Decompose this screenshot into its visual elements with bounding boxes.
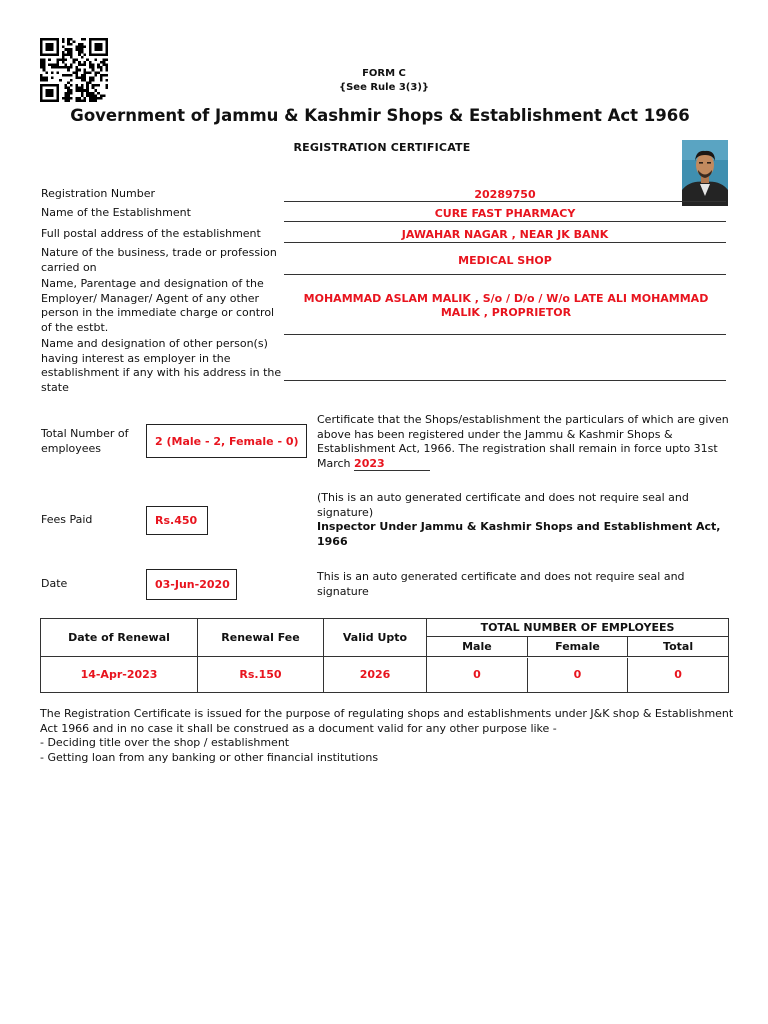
fees-label: Fees Paid [41, 513, 93, 526]
footer-notes [40, 707, 740, 765]
fees-value: Rs.450 [146, 506, 208, 535]
male-count: 0 [427, 658, 527, 692]
divider [284, 221, 726, 222]
divider [284, 274, 726, 275]
employer-label: Name, Parentage and designation of the Employer/ Manager/ Agent of any other person in the immediate charge or control of the estbt. [41, 277, 275, 334]
establishment-name-value: CURE FAST PHARMACY [434, 207, 576, 220]
certificate-text: Certificate that the Shops/establishment the particulars of which are given above has been registered under the Jammu & Kashmir Shops & Establishment Act, 1966. The registration shall remain in force upto 31st March [317, 413, 729, 470]
footer-item-title: - Deciding title over the shop / establishment [40, 736, 290, 750]
footer-paragraph: The Registration Certificate is issued for the purpose of regulating shops and establishments under J&K shop & Establishment Act 1966 and in no case it shall be construed as a document valid for any other purpose like - [40, 707, 734, 735]
certificate-title: REGISTRATION CERTIFICATE [293, 141, 471, 154]
total-employees-header: TOTAL NUMBER OF EMPLOYEES [427, 620, 728, 637]
rule-reference: {See Rule 3(3)} [338, 82, 430, 93]
certificate-expiry-year: 2023 [354, 457, 430, 471]
establishment-name-label: Name of the Establishment [41, 206, 191, 219]
registration-number-label: Registration Number [41, 187, 156, 200]
female-count: 0 [527, 658, 627, 692]
divider [284, 380, 726, 381]
address-value: JAWAHAR NAGAR , NEAR JK BANK [401, 228, 609, 241]
inspector-designation: Inspector Under Jammu & Kashmir Shops and Establishment Act, 1966 [317, 520, 721, 548]
divider [284, 334, 726, 335]
renewal-fee-cell: Rs.150 [198, 657, 324, 693]
divider [284, 201, 726, 202]
renewal-date-cell: 14-Apr-2023 [41, 657, 198, 693]
auto-generated-note-2: This is an auto generated certificate and does not require seal and signature [317, 570, 685, 598]
date-label: Date [41, 577, 68, 590]
auto-generated-note: (This is an auto generated certificate and does not require seal and signature) [317, 491, 689, 519]
employees-header-group [427, 619, 729, 657]
certificate-statement [317, 413, 729, 471]
employer-value: MOHAMMAD ASLAM MALIK , S/o / D/o / W/o LATE ALI MOHAMMAD MALIK , PROPRIETOR [303, 292, 709, 319]
table-row [41, 657, 729, 693]
date-value: 03-Jun-2020 [146, 569, 237, 600]
page-title: Government of Jammu & Kashmir Shops & Establishment Act 1966 [70, 106, 690, 125]
form-label: FORM C [362, 68, 406, 79]
renewal-fee-header: Renewal Fee [198, 619, 324, 657]
female-header: Female [527, 637, 627, 656]
total-header: Total [663, 639, 694, 653]
employee-counts-cell [427, 657, 729, 693]
nature-label: Nature of the business, trade or profession carried on [41, 246, 277, 274]
table-header-row [41, 619, 729, 657]
other-persons-label: Name and designation of other person(s) having interest as employer in the establishment if any with his address in the state [41, 337, 282, 394]
address-label: Full postal address of the establishment [41, 227, 261, 240]
footer-item-loan: - Getting loan from any banking or other financial institutions [40, 750, 379, 764]
renewal-table [40, 618, 729, 693]
valid-upto-cell: 2026 [324, 657, 427, 693]
male-header: Male [427, 637, 527, 656]
nature-value: MEDICAL SHOP [458, 254, 552, 267]
date-of-renewal-header: Date of Renewal [41, 619, 198, 657]
employees-value: 2 (Male - 2, Female - 0) [146, 424, 307, 458]
valid-upto-header: Valid Upto [324, 619, 427, 657]
total-count: 0 [674, 668, 682, 681]
registration-number-value: 20289750 [474, 188, 536, 201]
employees-label: Total Number of employees [41, 427, 129, 455]
divider [284, 242, 726, 243]
